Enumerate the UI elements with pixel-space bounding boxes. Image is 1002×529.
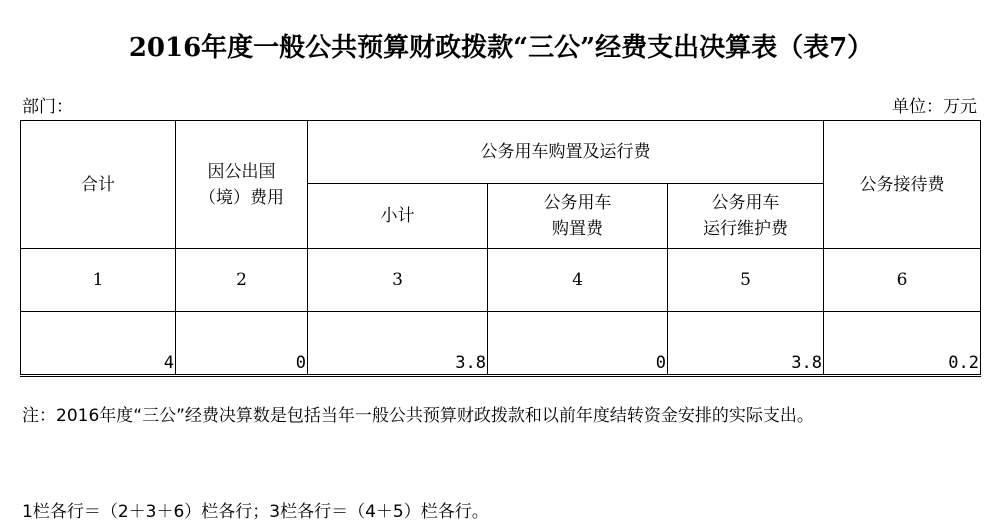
value-overseas: 0 (176, 312, 308, 376)
header-overseas-line2: （境）费用 (199, 187, 284, 208)
header-vehicle-purchase (488, 184, 668, 249)
unit-label: 单位：万元 (892, 97, 977, 117)
header-operation-line2: 运行维护费 (703, 219, 788, 239)
value-vehicle-operation: 3.8 (668, 312, 824, 376)
table-row (21, 249, 981, 312)
header-overseas (176, 121, 308, 249)
value-subtotal: 3.8 (308, 312, 488, 376)
footnote: 注：2016年度“三公”经费决算数是包括当年一般公共预算财政拨款和以前年度结转资金安排的实际支出。 (22, 406, 814, 426)
value-reception: 0.2 (824, 312, 981, 376)
header-reception: 公务接待费 (824, 121, 981, 249)
header-purchase-line1: 公务用车 (543, 193, 612, 213)
header-purchase-line2: 购置费 (552, 219, 603, 239)
expenditure-table (20, 120, 981, 377)
page-title: 2016年度一般公共预算财政拨款“三公”经费支出决算表（表7） (128, 33, 874, 63)
column-index: 3 (308, 249, 488, 312)
column-index: 4 (488, 249, 668, 312)
header-subtotal: 小计 (308, 184, 488, 249)
value-total: 4 (21, 312, 176, 376)
department-label: 部门： (22, 97, 73, 117)
column-index: 2 (176, 249, 308, 312)
formula-note: 1栏各行＝（2＋3＋6）栏各行；3栏各行＝（4＋5）栏各行。 (22, 502, 489, 522)
header-vehicle-group: 公务用车购置及运行费 (308, 121, 824, 184)
column-index: 6 (824, 249, 981, 312)
table-header-row (21, 121, 981, 184)
header-operation-line1: 公务用车 (711, 193, 780, 213)
table-row (21, 312, 981, 376)
header-total: 合计 (21, 121, 176, 249)
value-vehicle-purchase: 0 (488, 312, 668, 376)
header-overseas-line1: 因公出国 (207, 161, 276, 182)
column-index: 5 (668, 249, 824, 312)
column-index: 1 (21, 249, 176, 312)
header-vehicle-operation (668, 184, 824, 249)
